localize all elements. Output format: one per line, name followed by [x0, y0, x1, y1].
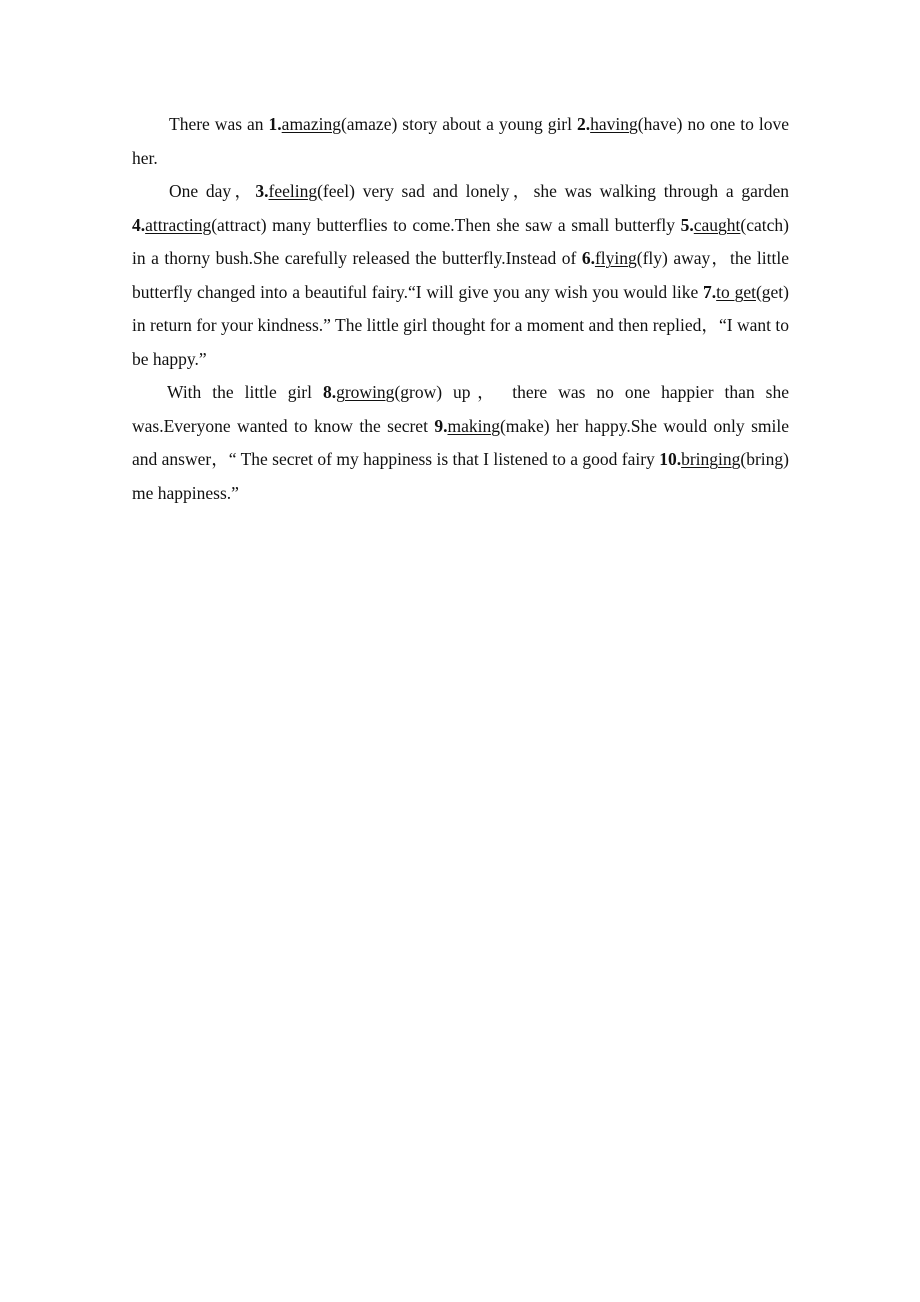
blank-number: 4.	[132, 214, 146, 235]
text: One day，	[169, 181, 256, 201]
blank-number: 10.	[659, 449, 682, 469]
text: (bring) me happiness.”	[132, 449, 789, 503]
blank-number: 8.	[322, 382, 337, 402]
text: There was an	[169, 114, 269, 134]
blank-number: 1.	[268, 114, 282, 134]
text: (get) in return for your kindness.” The little girl thought for a moment and then replied，“I want to be happy.”	[132, 281, 789, 369]
text: (catch) in a thorny bush.She carefully released the butterfly.Instead of	[132, 214, 789, 268]
text: (amaze) story about a young girl	[340, 114, 578, 134]
blank-number: 3.	[255, 181, 269, 201]
text: (feel) very sad and lonely，she was walking through a garden	[317, 181, 789, 201]
paragraph-2	[132, 175, 789, 376]
passage	[132, 108, 789, 510]
blank-number: 7.	[703, 281, 717, 302]
answer: to get	[716, 281, 756, 302]
answer: bringing	[681, 449, 741, 469]
answer: flying	[594, 248, 637, 268]
text: (fly) away，the little butterfly changed into a beautiful fairy.“I will give you any wish you would like	[132, 248, 789, 302]
blank-number: 9.	[434, 415, 448, 436]
paragraph-3	[132, 376, 789, 510]
paragraph-1	[132, 108, 789, 175]
blank-number: 2.	[577, 114, 591, 134]
text: (have) no one to love her.	[132, 114, 789, 168]
answer: caught	[693, 214, 741, 235]
text: (make) her happy.She would only smile and answer，“ The secret of my happiness is that I listened to a good fairy	[132, 415, 789, 469]
text: (grow) up， there was no one happier than she was.Everyone wanted to know the secret	[132, 382, 789, 436]
answer: making	[447, 415, 500, 436]
text: With the little girl	[167, 382, 323, 402]
answer: having	[590, 114, 638, 134]
answer: attracting	[145, 214, 212, 235]
answer: growing	[336, 382, 395, 402]
answer: feeling	[268, 181, 318, 201]
text: (attract) many butterflies to come.Then she saw a small butterfly	[211, 214, 681, 235]
answer: amazing	[281, 114, 341, 134]
blank-number: 5.	[680, 214, 694, 235]
blank-number: 6.	[581, 248, 595, 268]
